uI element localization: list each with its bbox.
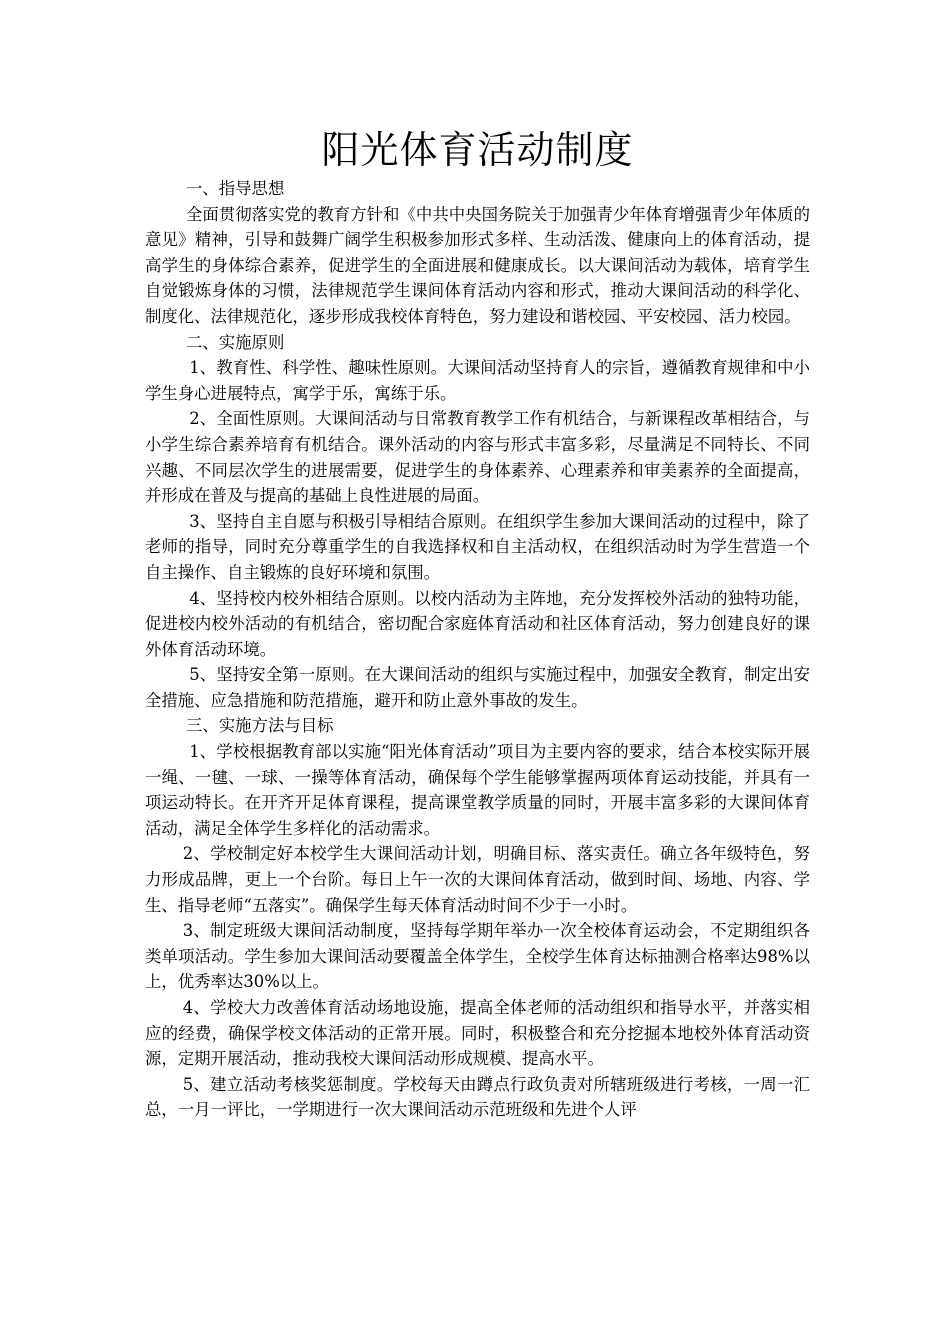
document-page <box>145 124 810 1123</box>
method-item: 2、学校制定好本校学生大课间活动计划，明确目标、落实责任。确立各年级特色，努力形成品牌，更上一个台阶。每日上午一次的大课间体育活动，做到时间、场地、内容、学生、指导老师“五落实”。确保学生每天体育活动时间不少于一小时。 <box>145 844 810 915</box>
principle-item: 5、坚持安全第一原则。在大课间活动的组织与实施过程中，加强安全教育，制定出安全措施、应急措施和防范措施，避开和防止意外事故的发生。 <box>145 665 810 710</box>
principle-item: 2、全面性原则。大课间活动与日常教育教学工作有机结合，与新课程改革相结合，与小学生综合素养培育有机结合。课外活动的内容与形式丰富多彩，尽量满足不同特长、不同兴趣、不同层次学生的进展需要，促进学生的身体素养、心理素养和审美素养的全面提高，并形成在普及与提高的基础上良性进展的局面。 <box>145 409 810 506</box>
principle-item: 3、坚持自主自愿与积极引导相结合原则。在组织学生参加大课间活动的过程中，除了老师的指导，同时充分尊重学生的自我选择权和自主活动权，在组织活动时为学生营造一个自主操作、自主锻炼的良好环境和氛围。 <box>145 511 810 582</box>
document-title: 阳光体育活动制度 <box>321 128 634 172</box>
method-item: 5、建立活动考核奖惩制度。学校每天由蹲点行政负责对所辖班级进行考核，一周一汇总，一月一评比，一学期进行一次大课间活动示范班级和先进个人评 <box>145 1074 810 1120</box>
principle-item: 4、坚持校内校外相结合原则。以校内活动为主阵地，充分发挥校外活动的独特功能，促进校内校外活动的有机结合，密切配合家庭体育活动和社区体育活动，努力创建良好的课外体育活动环境。 <box>145 588 810 659</box>
method-item: 1、学校根据教育部以实施“阳光体育活动”项目为主要内容的要求，结合本校实际开展一绳、一毽、一球、一操等体育活动，确保每个学生能够掌握两项体育运动技能，并具有一项运动特长。在开齐开足体育课程，提高课堂教学质量的同时，开展丰富多彩的大课间体育活动，满足全体学生多样化的活动需求。 <box>145 742 810 838</box>
method-item: 4、学校大力改善体育活动场地设施，提高全体老师的活动组织和指导水平，并落实相应的经费，确保学校文体活动的正常开展。同时，积极整合和充分挖掘本地校外体育活动资源，定期开展活动，推动我校大课间活动形成规模、提高水平。 <box>145 998 810 1069</box>
section-heading-methods-goals: 三、实施方法与目标 <box>186 716 334 736</box>
section-heading-guiding-ideology: 一、指导思想 <box>186 179 285 198</box>
paragraph-guiding-ideology: 全面贯彻落实党的教育方针和《中共中央国务院关于加强青少年体育增强青少年体质的意见》精神，引导和鼓舞广阔学生积极参加形式多样、生动活泼、健康向上的体育活动，提高学生的身体综合素养，促进学生的全面进展和健康成长。以大课间活动为载体，培育学生自觉锻炼身体的习惯，法律规范学生课间体育活动内容和形式，推动大课间活动的科学化、制度化、法律规范化，逐步形成我校体育特色，努力建设和谐校园、平安校园、活力校园。 <box>145 204 810 326</box>
method-item: 3、制定班级大课间活动制度，坚持每学期年举办一次全校体育运动会，不定期组织各类单项活动。学生参加大课间活动要覆盖全体学生，全校学生体育达标抽测合格率达98%以上，优秀率达30%以上。 <box>145 921 810 992</box>
principle-item: 1、教育性、科学性、趣味性原则。大课间活动坚持育人的宗旨，遵循教育规律和中小学生身心进展特点，寓学于乐，寓练于乐。 <box>145 358 810 403</box>
section-heading-principles: 二、实施原则 <box>186 332 285 352</box>
